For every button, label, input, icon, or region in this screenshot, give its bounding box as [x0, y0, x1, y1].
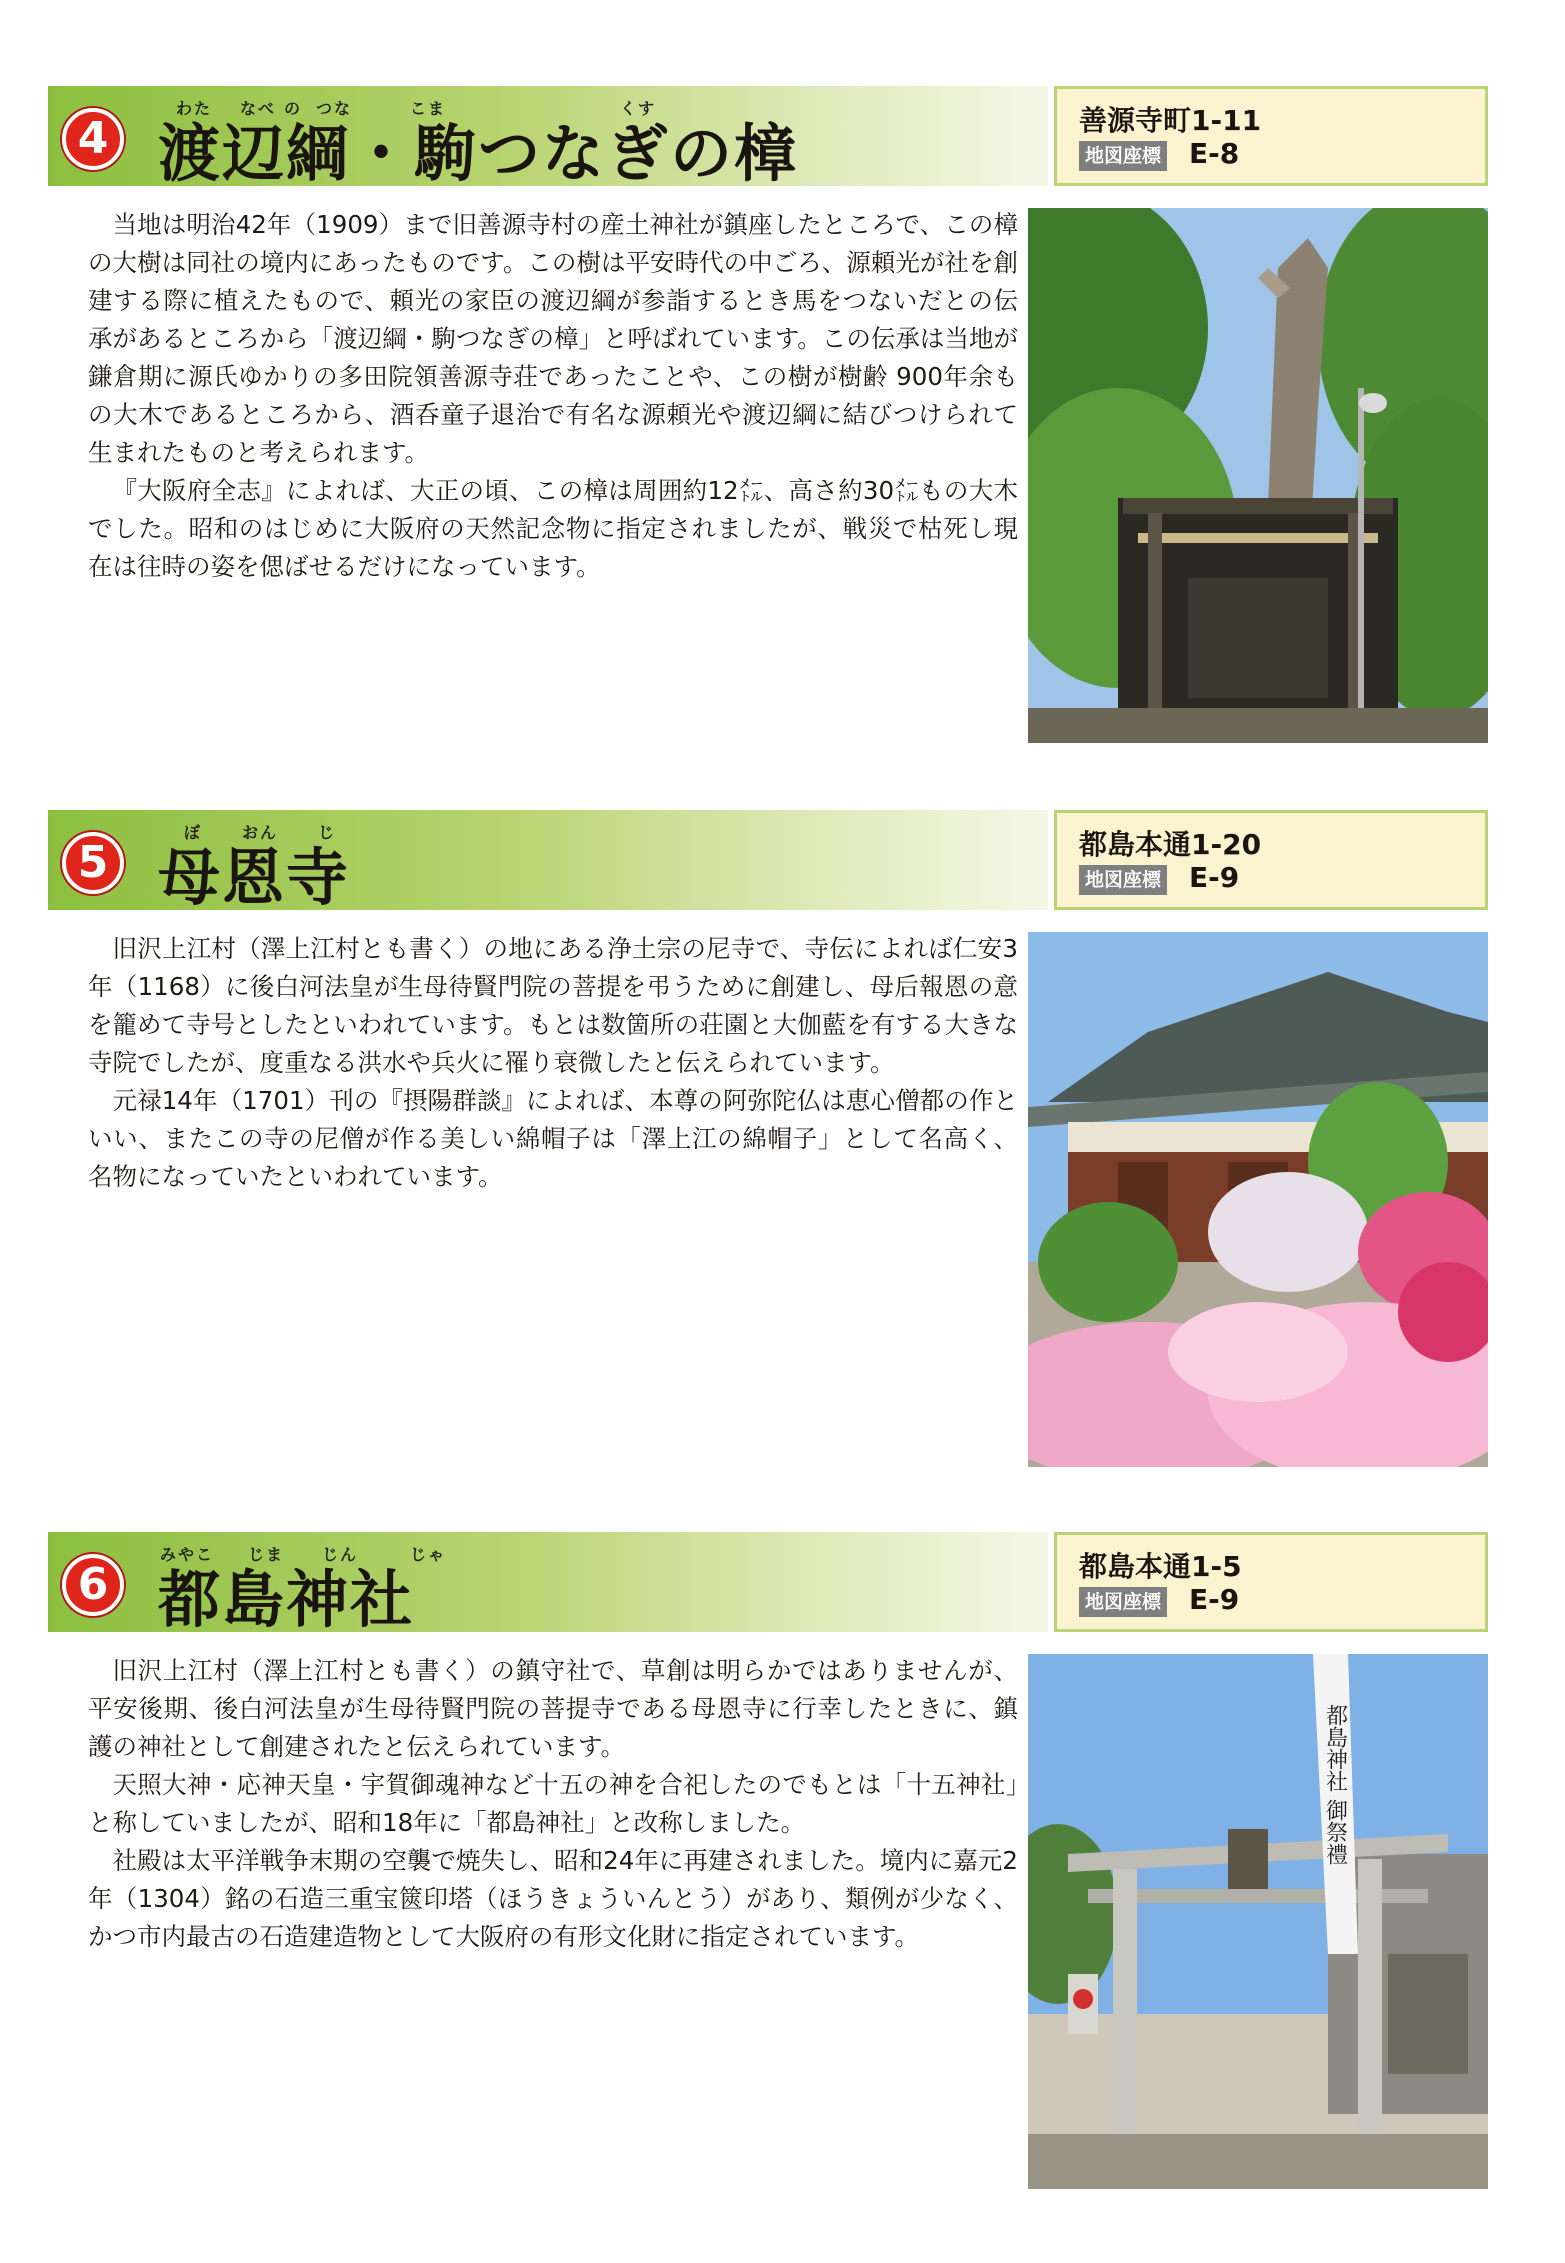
paragraph: 旧沢上江村（澤上江村とも書く）の鎮守社で、草創は明らかではありませんが、平安後期、後白河法皇が生母待賢門院の菩提寺である母恩寺に行幸したときに、鎮護の神社として創建されたと伝えられています。 — [88, 1656, 1018, 1761]
title-band — [48, 1532, 1048, 1636]
photo-camphor-shrine — [1028, 208, 1488, 743]
photo-temple-azaleas — [1028, 932, 1488, 1467]
furigana: じゃ — [410, 1545, 447, 1564]
paragraph: 旧沢上江村（澤上江村とも書く）の地にある浄土宗の尼寺で、寺伝によれば仁安3年（1168）に後白河法皇が生母待賢門院の菩提を弔うために創建し、母后報恩の意を籠めて寺号としたといわれています。もとは数箇所の荘園と大伽藍を有する大きな寺院でしたが、度重なる洪水や兵火に罹り衰微したと伝えられています。 — [88, 934, 1019, 1077]
title-band — [48, 810, 1048, 914]
map-coord: E-8 — [1189, 137, 1240, 170]
entry-body — [88, 206, 1018, 586]
photo-shrine-torii — [1028, 1654, 1488, 2189]
entry-number-badge: 4 — [62, 108, 124, 170]
map-coord-label: 地図座標 — [1079, 1587, 1167, 1617]
entry-number-badge: 6 — [62, 1554, 124, 1616]
entry-5 — [48, 810, 1488, 1191]
paragraph: 社殿は太平洋戦争末期の空襲で焼失し、昭和24年に再建されました。境内に嘉元2年（1304）銘の石造三重宝篋印塔（ほうきょういんとう）があり、類例が少なく、かつ市内最古の石造建造物として大阪府の有形文化財に指定されています。 — [88, 1846, 1018, 1951]
furigana: みやこ — [160, 1545, 215, 1564]
entry-header — [48, 86, 1488, 190]
furigana: じん — [322, 1545, 359, 1564]
address: 都島本通1-5 — [1079, 1550, 1242, 1583]
furigana: ぼ — [184, 823, 203, 842]
entry-title: 渡辺綱・駒つなぎの樟 わた なべ の つな こま くす — [158, 104, 798, 193]
furigana: わた — [176, 99, 213, 118]
paragraph: 『大阪府全志』によれば、大正の頃、この樟は周囲約12㍍、高さ約30㍍もの大木でした。昭和のはじめに大阪府の天然記念物に指定されましたが、戦災で枯死し現在は往時の姿を偲ばせるだけになっています。 — [88, 476, 1018, 581]
entry-4 — [48, 86, 1488, 581]
paragraph: 当地は明治42年（1909）まで旧善源寺村の産土神社が鎮座したところで、この樟の大樹は同社の境内にあったものです。この樹は平安時代の中ごろ、源頼光が社を創建する際に植えたもので、頼光の家臣の渡辺綱が参詣するとき馬をつないだとの伝承があるところから「渡辺綱・駒つなぎの樟」と呼ばれています。この伝承は当地が鎌倉期に源氏ゆかりの多田院領善源寺荘であったことや、この樹が樹齢 900年余もの大木であるところから、酒呑童子退治で有名な源頼光や渡辺綱に結びつけられて生まれたものと考えられます。 — [88, 210, 1018, 467]
furigana: おん — [242, 823, 279, 842]
location-box — [1054, 86, 1488, 186]
furigana: じ — [318, 823, 337, 842]
address: 善源寺町1-11 — [1079, 104, 1262, 137]
furigana: つな — [316, 99, 353, 118]
banner-text: 都島神社 御祭禮 — [1322, 1704, 1348, 1865]
map-coord: E-9 — [1189, 861, 1240, 894]
location-box — [1054, 810, 1488, 910]
map-coord-label: 地図座標 — [1079, 141, 1167, 171]
entry-title: 母恩寺 ぼ おん じ — [158, 828, 350, 917]
entry-number-badge: 5 — [62, 832, 124, 894]
entry-title: 都島神社 みやこ じま じん じゃ — [158, 1550, 414, 1639]
map-coord-label: 地図座標 — [1079, 865, 1167, 895]
entry-body — [88, 1652, 1018, 1956]
furigana: くす — [620, 99, 657, 118]
furigana: こま — [410, 99, 447, 118]
entry-header — [48, 1532, 1488, 1636]
paragraph: 天照大神・応神天皇・宇賀御魂神など十五の神を合祀したのでもとは「十五神社」と称していましたが、昭和18年に「都島神社」と改称しました。 — [88, 1770, 1018, 1837]
furigana: じま — [248, 1545, 285, 1564]
map-coord: E-9 — [1189, 1583, 1240, 1616]
entry-header — [48, 810, 1488, 914]
furigana: の — [284, 99, 303, 118]
location-box — [1054, 1532, 1488, 1632]
paragraph: 元禄14年（1701）刊の『摂陽群談』によれば、本尊の阿弥陀仏は恵心僧都の作といい、またこの寺の尼僧が作る美しい綿帽子は「澤上江の綿帽子」として名高く、名物になっていたといわれています。 — [88, 1086, 1018, 1191]
furigana: なべ — [240, 99, 277, 118]
title-band — [48, 86, 1048, 190]
entry-body — [88, 930, 1018, 1196]
entry-6 — [48, 1532, 1488, 1951]
address: 都島本通1-20 — [1079, 828, 1262, 861]
